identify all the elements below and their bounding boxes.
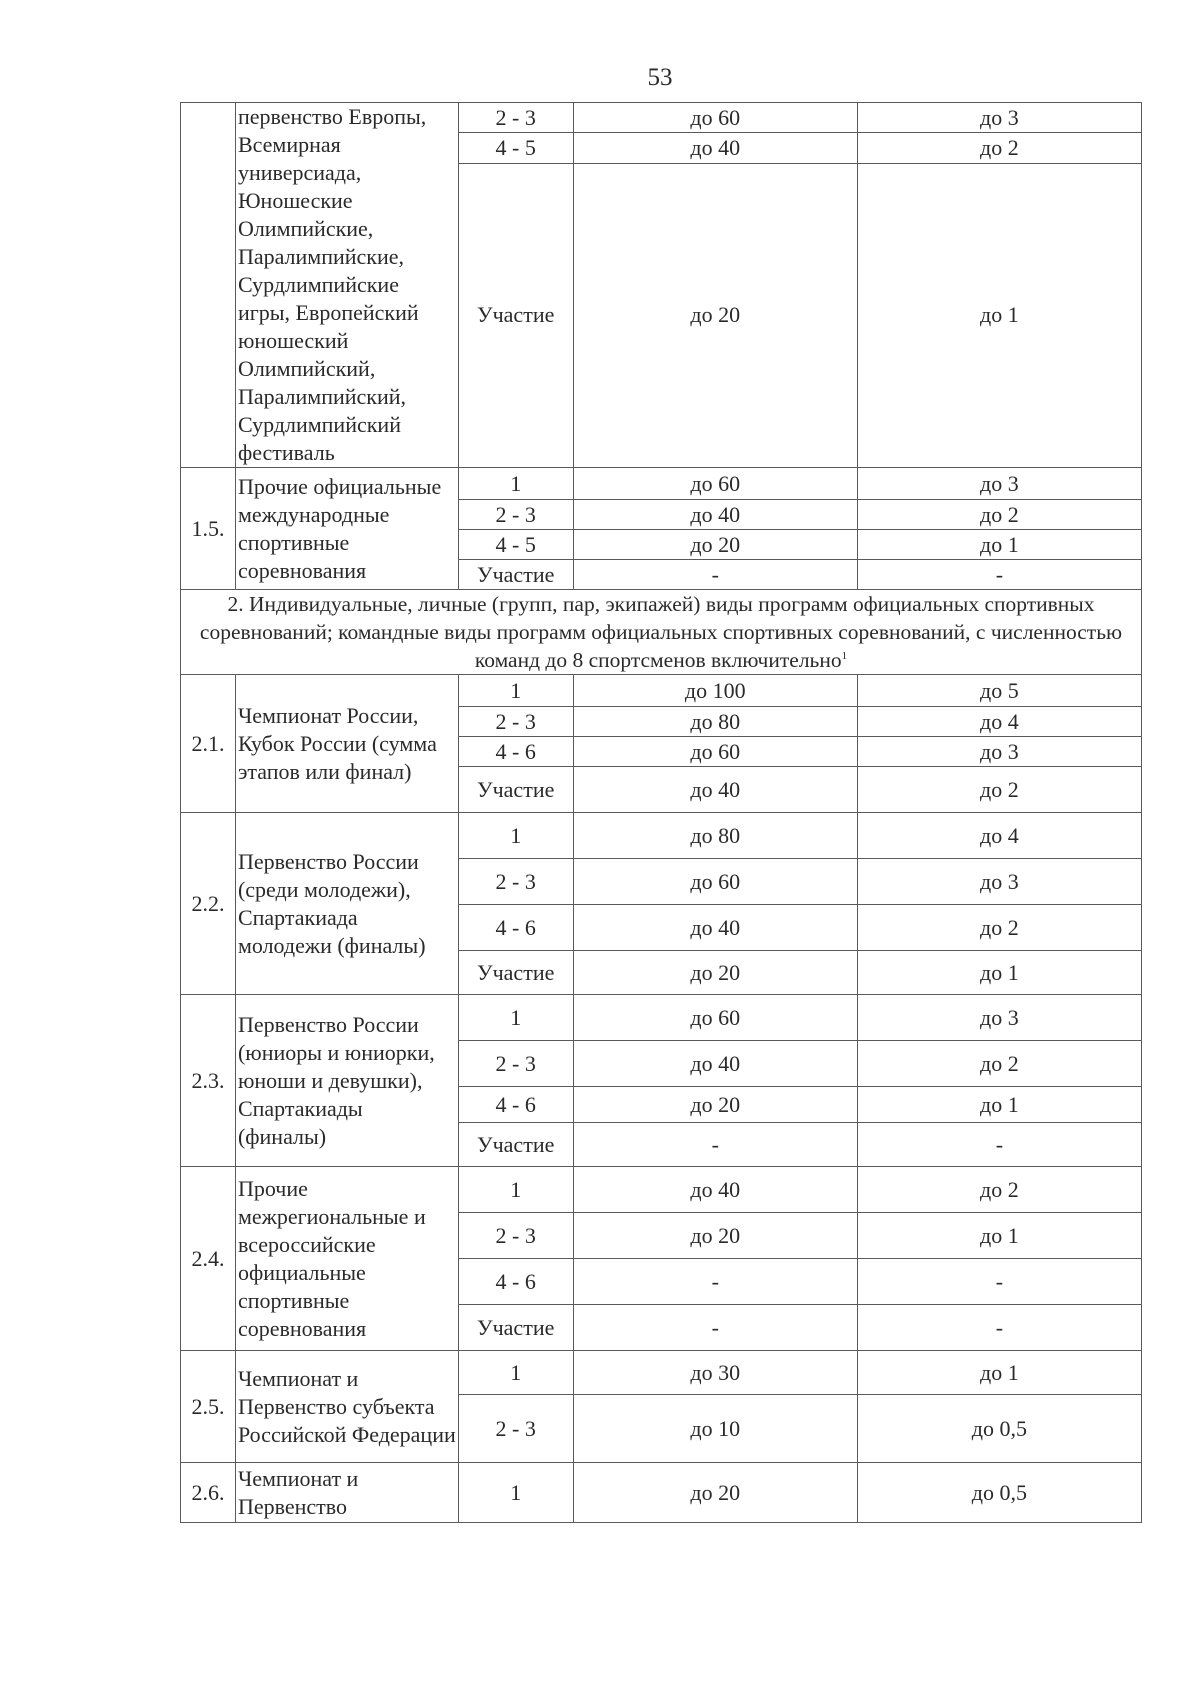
- section-header-row: [181, 590, 1142, 675]
- points-cell: до 20: [573, 1213, 857, 1259]
- competition-name: Первенство России (юниоры и юниорки, юноши и девушки), Спартакиады (финалы): [235, 995, 458, 1167]
- table-row: [181, 1167, 1142, 1213]
- points-cell: до 60: [573, 995, 857, 1041]
- points-cell: до 10: [573, 1395, 857, 1463]
- points-cell: до 60: [573, 468, 857, 500]
- points-cell: -: [573, 560, 857, 590]
- coefficient-cell: до 3: [857, 103, 1141, 133]
- points-cell: до 20: [573, 530, 857, 560]
- place-cell: 1: [458, 468, 573, 500]
- points-cell: до 40: [573, 905, 857, 951]
- place-cell: 2 - 3: [458, 103, 573, 133]
- points-cell: до 30: [573, 1351, 857, 1395]
- competition-name: Первенство России (среди молодежи), Спартакиада молодежи (финалы): [235, 813, 458, 995]
- points-cell: до 40: [573, 133, 857, 163]
- coefficient-cell: -: [857, 1259, 1141, 1305]
- coefficient-cell: до 1: [857, 1213, 1141, 1259]
- points-cell: до 20: [573, 163, 857, 467]
- page-number: 53: [647, 64, 673, 91]
- place-cell: 1: [458, 813, 573, 859]
- coefficient-cell: до 3: [857, 737, 1141, 767]
- competition-name: Прочие официальные международные спортивные соревнования: [235, 468, 458, 590]
- points-cell: до 80: [573, 707, 857, 737]
- section-title: 2. Индивидуальные, личные (групп, пар, экипажей) виды программ официальных спортивных соревнований; командные виды программ официальных спортивных соревнований, с численностью команд до 8 спортсменов включительно: [199, 592, 1123, 672]
- coefficient-cell: до 2: [857, 767, 1141, 813]
- coefficient-cell: -: [857, 1305, 1141, 1351]
- points-cell: до 40: [573, 1041, 857, 1087]
- points-cell: -: [573, 1123, 857, 1167]
- place-cell: Участие: [458, 163, 573, 467]
- coefficient-cell: -: [857, 560, 1141, 590]
- place-cell: 2 - 3: [458, 859, 573, 905]
- place-cell: 2 - 3: [458, 1395, 573, 1463]
- competition-name: Прочие межрегиональные и всероссийские официальные спортивные соревнования: [235, 1167, 458, 1351]
- coefficient-cell: до 4: [857, 707, 1141, 737]
- place-cell: Участие: [458, 1123, 573, 1167]
- place-cell: 2 - 3: [458, 1213, 573, 1259]
- place-cell: 2 - 3: [458, 1041, 573, 1087]
- coefficient-cell: до 0,5: [857, 1395, 1141, 1463]
- place-cell: 2 - 3: [458, 707, 573, 737]
- table-row: [181, 1351, 1142, 1395]
- place-cell: 2 - 3: [458, 500, 573, 530]
- row-number: [181, 103, 236, 468]
- place-cell: 4 - 5: [458, 133, 573, 163]
- table-row: [181, 995, 1142, 1041]
- place-cell: 1: [458, 1463, 573, 1523]
- coefficient-cell: до 1: [857, 530, 1141, 560]
- points-cell: до 20: [573, 951, 857, 995]
- row-number: 2.5.: [181, 1351, 236, 1463]
- place-cell: 4 - 6: [458, 1259, 573, 1305]
- row-number: 2.2.: [181, 813, 236, 995]
- table-row: [181, 468, 1142, 500]
- points-cell: до 40: [573, 500, 857, 530]
- points-cell: до 60: [573, 737, 857, 767]
- points-cell: до 80: [573, 813, 857, 859]
- coefficient-cell: до 2: [857, 1167, 1141, 1213]
- coefficient-cell: до 3: [857, 859, 1141, 905]
- table-row: [181, 103, 1142, 133]
- coefficient-cell: до 0,5: [857, 1463, 1141, 1523]
- competition-name: Чемпионат и Первенство: [235, 1463, 458, 1523]
- table-row: [181, 675, 1142, 707]
- coefficient-cell: до 2: [857, 905, 1141, 951]
- table-row: [181, 813, 1142, 859]
- coefficient-cell: -: [857, 1123, 1141, 1167]
- row-number: 2.1.: [181, 675, 236, 813]
- points-cell: -: [573, 1305, 857, 1351]
- place-cell: 4 - 6: [458, 905, 573, 951]
- points-cell: до 40: [573, 767, 857, 813]
- competition-name: Чемпионат России, Кубок России (сумма этапов или финал): [235, 675, 458, 813]
- place-cell: 4 - 6: [458, 1087, 573, 1123]
- place-cell: Участие: [458, 767, 573, 813]
- points-cell: до 20: [573, 1087, 857, 1123]
- place-cell: 1: [458, 1167, 573, 1213]
- coefficient-cell: до 2: [857, 133, 1141, 163]
- place-cell: 1: [458, 995, 573, 1041]
- points-cell: до 60: [573, 103, 857, 133]
- coefficient-cell: до 3: [857, 995, 1141, 1041]
- place-cell: 1: [458, 1351, 573, 1395]
- section-header: [181, 590, 1142, 675]
- place-cell: Участие: [458, 951, 573, 995]
- row-number: 2.3.: [181, 995, 236, 1167]
- place-cell: 4 - 6: [458, 737, 573, 767]
- place-cell: Участие: [458, 1305, 573, 1351]
- row-number: 2.6.: [181, 1463, 236, 1523]
- place-cell: 4 - 5: [458, 530, 573, 560]
- row-number: 1.5.: [181, 468, 236, 590]
- coefficient-cell: до 1: [857, 951, 1141, 995]
- coefficient-cell: до 4: [857, 813, 1141, 859]
- coefficient-cell: до 2: [857, 1041, 1141, 1087]
- coefficient-cell: до 2: [857, 500, 1141, 530]
- coefficient-cell: до 1: [857, 163, 1141, 467]
- points-cell: до 60: [573, 859, 857, 905]
- coefficient-cell: до 3: [857, 468, 1141, 500]
- place-cell: 1: [458, 675, 573, 707]
- coefficient-cell: до 5: [857, 675, 1141, 707]
- coefficient-cell: до 1: [857, 1087, 1141, 1123]
- competition-name: Чемпионат и Первенство субъекта Российской Федерации: [235, 1351, 458, 1463]
- points-cell: до 40: [573, 1167, 857, 1213]
- competition-name: первенство Европы, Всемирная универсиада, Юношеские Олимпийские, Паралимпийские, Сурдлимпийские игры, Европейский юношеский Олимпийский, Паралимпийский, Сурдлимпийский фестиваль: [235, 103, 458, 468]
- points-cell: до 100: [573, 675, 857, 707]
- table-row: [181, 1463, 1142, 1523]
- place-cell: Участие: [458, 560, 573, 590]
- footnote-mark: 1: [841, 649, 848, 662]
- coefficient-cell: до 1: [857, 1351, 1141, 1395]
- points-cell: -: [573, 1259, 857, 1305]
- scoring-table: [180, 102, 1142, 1523]
- row-number: 2.4.: [181, 1167, 236, 1351]
- points-cell: до 20: [573, 1463, 857, 1523]
